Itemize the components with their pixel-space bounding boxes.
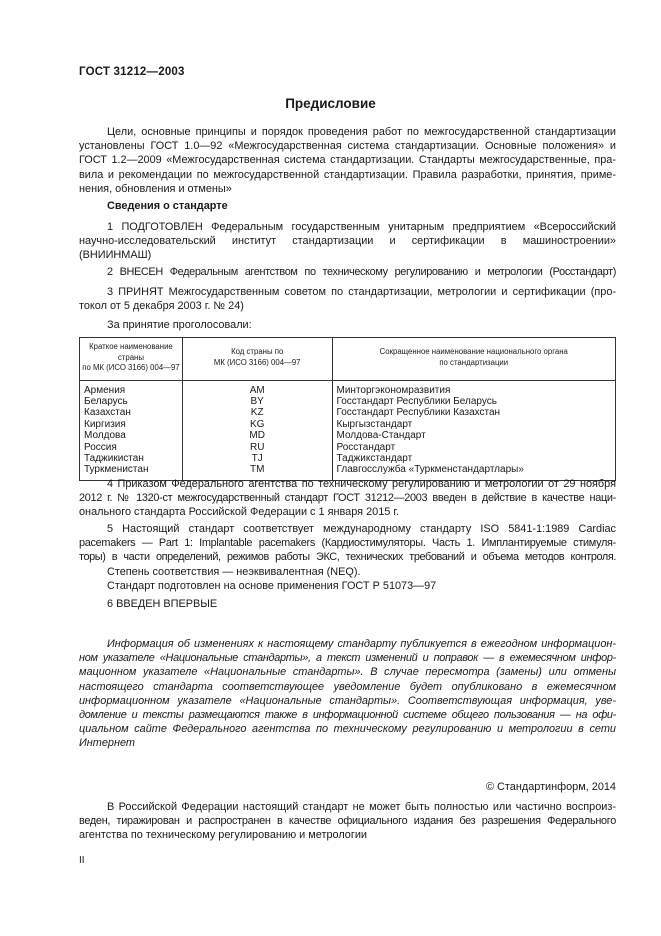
- text-line: информационном указателе «Национальные стандарты». Соответствующая информация, уве-: [79, 694, 616, 707]
- text-line: ном указателе «Национальные стандарты», а текст изменений и поправок — в ежемесячном инфор-: [79, 652, 616, 665]
- item-3-paragraph: [79, 285, 616, 313]
- cell-body: Госстандарт Республики Беларусь: [332, 396, 616, 407]
- item-5-paragraph: [79, 522, 616, 593]
- reproduction-notice: [79, 800, 616, 843]
- cell-code: KZ: [182, 407, 332, 418]
- text-line: 4 Приказом Федерального агентства по техническому регулированию и метрологии от 29 ноября: [107, 478, 616, 490]
- cell-body: Молдова-Стандарт: [332, 430, 616, 441]
- item-4-paragraph: [79, 477, 616, 520]
- text-line: Цели, основные принципы и порядок проведения работ по межгосударственной стандартизации: [107, 126, 616, 138]
- cell-country: Киргизия: [80, 419, 183, 430]
- cell-code: MD: [182, 430, 332, 441]
- text-line: 3 ПРИНЯТ Межгосударственным советом по стандартизации, метрологии и сертификации (про-: [107, 286, 616, 298]
- cell-code: TJ: [182, 453, 332, 464]
- text-line: онального стандарта Российской Федерации с 1 января 2015 г.: [79, 506, 400, 519]
- cell-body: Кыргызстандарт: [332, 419, 616, 430]
- text-line: Стандарт подготовлен на основе применения ГОСТ Р 51073—97: [107, 579, 437, 592]
- cell-body: Таджикстандарт: [332, 453, 616, 464]
- text-line: нения, обновления и отмены»: [79, 182, 232, 195]
- cell-country: Беларусь: [80, 396, 183, 407]
- table-row: [80, 396, 616, 407]
- text-line: pacemakers — Part 1: Implantable pacemakers (Кардиостимуляторы. Часть 1. Имплантируемые стимуля-: [79, 537, 616, 550]
- page-number: II: [79, 855, 85, 866]
- table-header-row: [80, 338, 616, 381]
- table-row: [80, 407, 616, 418]
- item-6-paragraph: 6 ВВЕДЕН ВПЕРВЫЕ: [107, 598, 218, 610]
- vote-label: За принятие проголосовали:: [107, 319, 252, 331]
- text-line: настоящего стандарта соответствующее уведомление будет опубликовано в ежемесячном: [79, 680, 616, 693]
- cell-code: KG: [182, 419, 332, 430]
- text-line: вила и рекомендации по межгосударственной стандартизации. Правила разработки, принятия, приме-: [79, 168, 616, 181]
- table-row: [80, 453, 616, 464]
- table-row: [80, 419, 616, 430]
- text-line: научно-исследовательский институт стандартизации и сертификации в машиностроении»: [79, 235, 616, 248]
- text-line: циальном сайте Федерального агентства по техническому регулированию и метрологии в сети: [79, 723, 616, 736]
- cell-country: Туркменистан: [80, 464, 183, 480]
- text-line: торы) в части определений, режимов работы ЭКС, технических требований и объема методов контроля.: [79, 551, 616, 564]
- table-row: [80, 380, 616, 396]
- text-line: 2 ВНЕСЕН Федеральным агентством по техническому регулированию и метрологии (Росстандарт): [107, 266, 616, 278]
- table-row: [80, 442, 616, 453]
- text-line: В Российской Федерации настоящий стандарт не может быть полностью или частично воспроиз-: [107, 801, 616, 813]
- text-line: установлены ГОСТ 1.0—92 «Межгосударственная система стандартизации. Основные положения» и: [79, 140, 616, 153]
- cell-body: Минторгэкономразвития: [332, 380, 616, 396]
- item-1-paragraph: [79, 220, 616, 263]
- text-line: ГОСТ 1.2—2009 «Межгосударственная система стандартизации. Стандарты межгосударственные, пра-: [79, 154, 616, 167]
- text-line: (ВНИИНМАШ): [79, 249, 152, 262]
- copyright-line: © Стандартинформ, 2014: [485, 781, 616, 793]
- voting-table: [79, 337, 616, 481]
- column-header-code: Код страны по МК (ИСО 3166) 004—97: [182, 338, 332, 381]
- intro-paragraph: [79, 125, 616, 196]
- text-line: токол от 5 декабря 2003 г. № 24): [79, 300, 244, 313]
- document-header: ГОСТ 31212—2003: [79, 66, 185, 78]
- table-row: [80, 430, 616, 441]
- text-line: мационном указателе «Национальные стандарты». В случае пересмотра (замены) или отмены: [79, 666, 616, 679]
- cell-code: BY: [182, 396, 332, 407]
- cell-country: Россия: [80, 442, 183, 453]
- column-header-body: Сокращенное наименование национального органа по стандартизации: [332, 338, 616, 381]
- cell-code: AM: [182, 380, 332, 396]
- cell-code: RU: [182, 442, 332, 453]
- item-2-paragraph: [79, 265, 616, 279]
- cell-body: Росстандарт: [332, 442, 616, 453]
- text-line: веден, тиражирован и распространен в качестве официального издания без разрешения Федерального: [79, 815, 616, 828]
- text-line: Интернет: [79, 737, 135, 750]
- text-line: агентства по техническому регулированию и метрологии: [79, 829, 367, 842]
- column-header-country: Краткое наименование страны по МК (ИСО 3166) 004—97: [80, 338, 183, 381]
- text-line: Степень соответствия — неэквивалентная (NEQ).: [107, 565, 361, 578]
- section-heading: Сведения о стандарте: [107, 200, 228, 212]
- page-title: Предисловие: [285, 96, 376, 111]
- text-line: 2012 г. № 1320-ст межгосударственный стандарт ГОСТ 31212—2003 введен в действие в качестве наци-: [79, 492, 616, 505]
- cell-code: TM: [182, 464, 332, 480]
- cell-country: Таджикистан: [80, 453, 183, 464]
- cell-country: Казахстан: [80, 407, 183, 418]
- info-notice: [79, 637, 616, 751]
- cell-country: Молдова: [80, 430, 183, 441]
- cell-body: Главгосслужба «Туркменстандартлары»: [332, 464, 616, 480]
- cell-country: Армения: [80, 380, 183, 396]
- cell-body: Госстандарт Республики Казахстан: [332, 407, 616, 418]
- text-line: 5 Настоящий стандарт соответствует международному стандарту ISO 5841-1:1989 Cardiac: [107, 523, 616, 535]
- text-line: домление и тексты размещаются также в информационной системе общего пользования — на офи-: [79, 709, 616, 722]
- text-line: Информация об изменениях к настоящему стандарту публикуется в ежегодном информацион-: [107, 638, 616, 650]
- text-line: 1 ПОДГОТОВЛЕН Федеральным государственным унитарным предприятием «Всероссийский: [107, 221, 616, 233]
